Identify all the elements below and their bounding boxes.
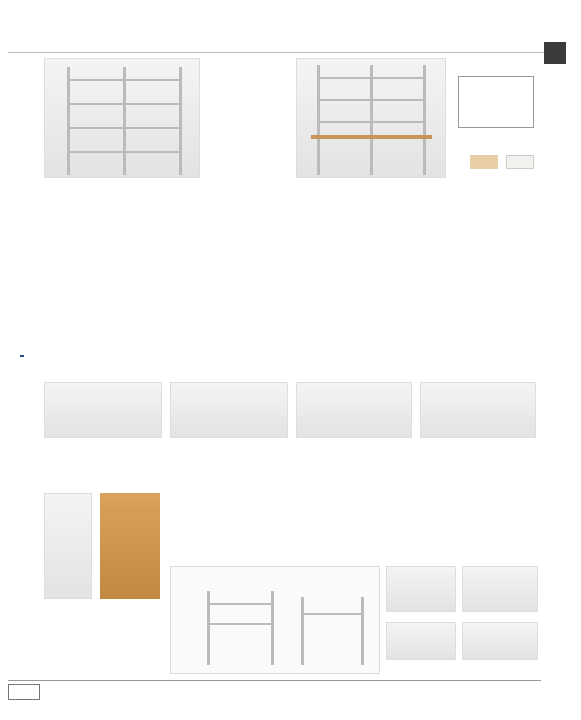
desk-dim-diagram <box>458 76 534 128</box>
lab-rack-photo <box>44 58 200 178</box>
color-swatch-w <box>506 155 534 169</box>
quake-diagram <box>170 566 380 674</box>
fall-bar-photo <box>170 382 288 438</box>
legend-label <box>8 684 40 700</box>
option-tag <box>20 355 24 357</box>
legend <box>42 682 562 692</box>
quake-item-photo-3 <box>386 622 456 660</box>
partition-photo <box>296 382 412 438</box>
side-tab-number <box>544 42 566 64</box>
legend-divider <box>8 680 541 681</box>
quake-item-photo-4 <box>462 622 538 660</box>
other-options-grid <box>170 493 540 551</box>
quake-item-photo-2 <box>462 566 538 612</box>
side-panel-steel-photo <box>44 493 92 599</box>
page-footer <box>500 702 506 710</box>
side-panel-wood-photo <box>100 493 160 599</box>
quake-item-photo-1 <box>386 566 456 612</box>
color-swatch-nm <box>470 155 498 169</box>
title-divider <box>8 52 544 53</box>
labd-rack-photo <box>296 58 446 178</box>
option-banner <box>20 352 540 364</box>
steel-board-photo <box>44 382 162 438</box>
middle-leg-photo <box>420 382 536 438</box>
